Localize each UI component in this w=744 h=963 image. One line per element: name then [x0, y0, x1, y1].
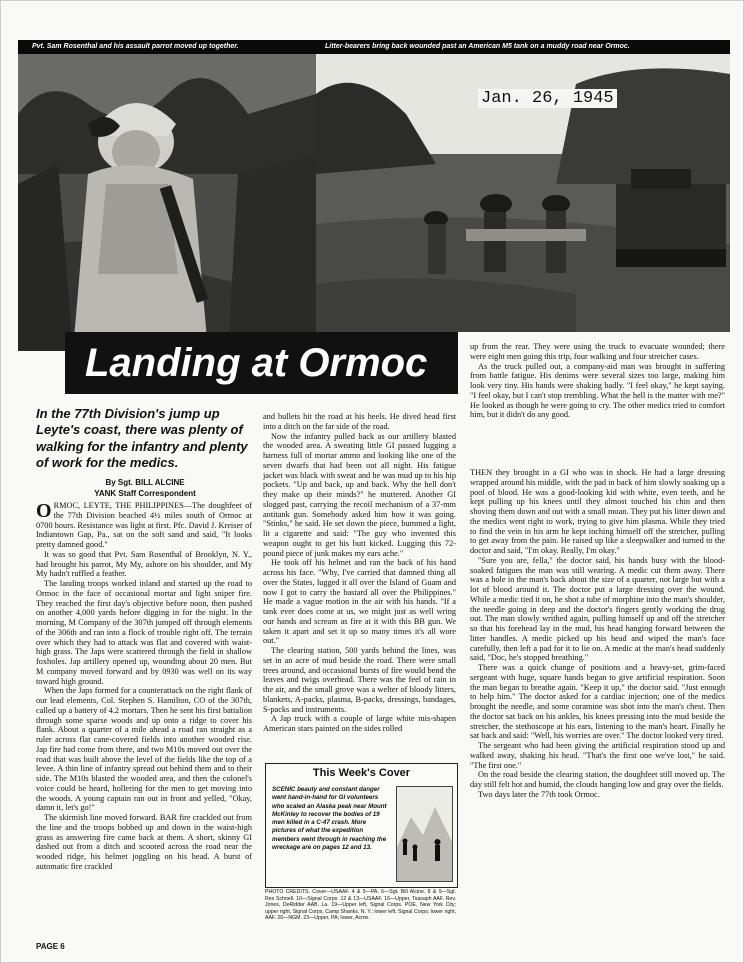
- drop-cap: O: [36, 501, 52, 522]
- paragraph: The landing troops worked inland and started up the road to Ormoc in the face of occasional mortar and light sniper fire. They reached the first day's objective before noon, then pushed on another 4,000 yards before digging in for the night. In the morning, M Company of the 307th jumped off through elements of the 306th and ran into a flock of trouble right off. The terrain over which they had to attack was flat and covered with waist-high grass. The Japs were scattered through the field in shallow foxholes. Jap artillery opened up, wounding about 20 men. But M company moved forward and by 0930 was well on its way toward high ground.: [36, 579, 252, 686]
- article-deck: In the 77th Division's jump up Leyte's coast, there was plenty of walking for the infantry and plenty of work for the medics.: [36, 406, 248, 470]
- page-title: Landing at Ormoc: [85, 341, 428, 385]
- caption-left: Pvt. Sam Rosenthal and his assault parrot moved up together.: [32, 43, 239, 50]
- paragraph: up from the rear. They were using the truck to evacuate wounded; there were eight men going this trip, four walking and four stretcher cases.: [470, 342, 725, 361]
- photo-credits: PHOTO CREDITS. Cover—USAAF. 4 & 5—PA. 6—Sgt. Bill Alcine. 8 & 9—Sgt. Rex Schnell. 10—Signal Corps. 12 & 13—USAAF. 16—Upper, Tsasaph AAF. Rev. Jones, DeRidder AAB. La. 19—Upper left, Signal Corps. POE, New York City; upper right, Signal Corps, Camp Shanks, N. Y.; lower left, Signal Corps; lower right, AAF. 20—NGM. 23—Upper, PA; lower, Acme.: [265, 889, 456, 922]
- paragraph: and bullets hit the road at his heels. He dived head first into a ditch on the far side of the road.: [263, 412, 456, 431]
- cover-box-text: SCENIC beauty and constant danger went hand-in-hand for GI volunteers who scaled an Alaska peak near Mount McKinley to recover the bodies of 19 men killed in a C-47 crash. More pictures of what the expedition members went through in reaching the wreckage are on pages 12 and 13.: [272, 786, 387, 852]
- paragraph: A Jap truck with a couple of large white mis-shapen American stars painted on the sides rolled: [263, 714, 456, 733]
- caption-right: Litter-bearers bring back wounded past an American M5 tank on a muddy road near Ormoc.: [325, 43, 630, 50]
- paragraph: On the road beside the clearing station, the doughfeet still moved up. The day still felt hot and humid, the clouds hanging low and gray over the fields.: [470, 770, 725, 789]
- paragraph: The sergeant who had been giving the artificial respiration stood up and walked away, shaking his head. "That's the first one we've lost," he said. "The first one.": [470, 741, 725, 770]
- paragraph: It was so good that Pvt. Sam Rosenthal of Brooklyn, N. Y., had brought his parrot, My My, ashore on his shoulder, and My My hadn't ruffled a feather.: [36, 549, 252, 579]
- cover-box-title: This Week's Cover: [312, 767, 411, 779]
- byline-role: YANK Staff Correspondent: [94, 489, 196, 498]
- date-stamp: Jan. 26, 1945: [478, 89, 617, 108]
- paragraph: There was a quick change of positions and a heavy-set, grim-faced sergeant with huge, square hands began to give artificial respiration. Soon the man began to breathe again. "Keep it up," the doctor said. "Just enough to help him." The doctor asked for a cardiac injection; one of the medics brought the needle, and some coramine was shot into the man's chest. Then the doctor sat back on his ankles, his knees pressing into the mud beside the stretcher, the stethoscope at his ears, listening to the man's heart. Finally he sat back and said: "Well, his worries are over." The doctor looked very tired.: [470, 663, 725, 741]
- paragraph: When the Japs formed for a counterattack on the right flank of our lead elements, Col. Stephen S. Hamilton, CO of the 307th, called up a battery of 4.2 mortars. Then he sent his first battalion through some sparse woods and up onto a ridge to cover his flank. About a quarter of a mile ahead a road ran straight as a ruler across flat cane-covered fields into another wooded rise. Jap fire had come from there, and two M10s moved out over the road that was built above the level of the fields like the top of a levee. A thin line of infantry spread out behind them and to their side. The M10s blasted the wooded area, and then the colonel's voice could be heard, hollering for the men to get moving into the woods. A young captain ran out in front and yelled, "Okay, damn it, let's go!": [36, 686, 252, 813]
- paragraph: The skirmish line moved forward. BAR fire crackled out from the line and the troops bobbed up and down in the waist-high grass as answering fire came back at them. A short, skinny GI dashed out from a ditch and scooted across the road near the wooded ridge, his helmet joggling on his head. A burst of automatic fire crackled: [36, 813, 252, 871]
- page-number: PAGE 6: [36, 942, 65, 951]
- paragraph: Now the infantry pulled back as our artillery blasted the wooded area. A sweating little GI passed lugging a harness full of mortar ammo and looking like one of the seven dwarfs that had been out all night. His fatigue jacket was black with sweat and he was mud up to his hip pockets. "Up and back, up and back. Why the hell don't they make up their minds?" he muttered. Another GI slogged past, carrying the recoil mechanism of a 37-mm antitank gun. Somebody asked him how it was going. "Stinks," he said. He set down the piece, bummed a light, lit a cigarette and said: "The guy who invented this weapon ought to get his butt kicked. Lugging this 72-pound piece of junk makes my ears ache.": [263, 431, 456, 558]
- paragraph: ORMOC, LEYTE, THE PHILIPPINES—The doughfeet of the 77th Division beached 4½ miles south of Ormoc at 0700 hours. Resistance was light at first. Pfc. David J. Kreiser of Indiantown Gap, Pa., sat on the soft sand and said, "It looks pretty damned good.": [36, 501, 252, 549]
- paragraph: He took off his helmet and ran the back of his hand across his face. "Why, I've carried that damned thing all over the States, lugged it all over the Island of Guam and now I got to carry the bastard all over the Philippines." He made a vague motion in the air with his hands. "If a tank ever does come at us, we might just as well wring our hands and scream as fire at it with this BB gun. We taken it apart and set it up so many times it's all wore out.": [263, 558, 456, 646]
- byline-author: By Sgt. BILL ALCINE: [105, 478, 185, 487]
- paragraph: "Sure you are, fella," the doctor said, his hands busy with the blood-soaked fatigues the man was still wearing. A medic cut them away. There was a hole in the man's back about the size of a quarter, not large but with a lot of blood around it. The doctor put a large dressing over the wound. While a medic tied it on, he shot a tube of morphine into the man's shoulder, the needle going in deep and the doctor's fingers gently working the drug out. The man slowly writhed again, pulling himself up and off the stretcher so that his forehead lay in the mud, his head hanging forward between the litter handles. A medic picked up his head and wiped the man's face carefully, then left a pad for it to lie on. A medic at the man's head suddenly said, "Doc, he's stopped breathing.": [470, 555, 725, 663]
- paragraph: THEN they brought in a GI who was in shock. He had a large dressing wrapped around his middle, with the pad in back of him slowly soaking up a pool of blood. He was a good-looking kid with white, even teeth, and he kept pulling up his knees until they almost touched his chin and then shoving them down and out with a small moan. They put his litter down and the medics went right to work, trying to give him plasma. While they tried to find the vein in his arm he kept inching himself off the stretcher, pulling to get away from the pain. He raised up like a sleepwalker and turned to the doctor and said, "I'm okay. Really, I'm okay.": [470, 468, 725, 555]
- paragraph: Two days later the 77th took Ormoc.: [478, 789, 600, 799]
- paragraph: The clearing station, 500 yards behind the lines, was set in an acre of mud beside the road. There were small trees around, and occasional bursts of fire would bend the leaves and twigs overhead. There was the feel of rain in the air, and the small grove was a welter of bloody litters, blankets, A-packs, plasma, B-packs, dressings, bandages, S-packs and instruments.: [263, 646, 456, 714]
- paragraph: As the truck pulled out, a company-aid man was brought in suffering from battle fatigue. His denims were several sizes too large, making him look very tiny. His hands were shaking badly. "I feel okay," he kept saying. "I feel okay, but I can't stop trembling. What the hell is the matter with me?" He looked as though he were going to cry. The other medics tried to comfort him, but it didn't do any good.: [470, 361, 725, 420]
